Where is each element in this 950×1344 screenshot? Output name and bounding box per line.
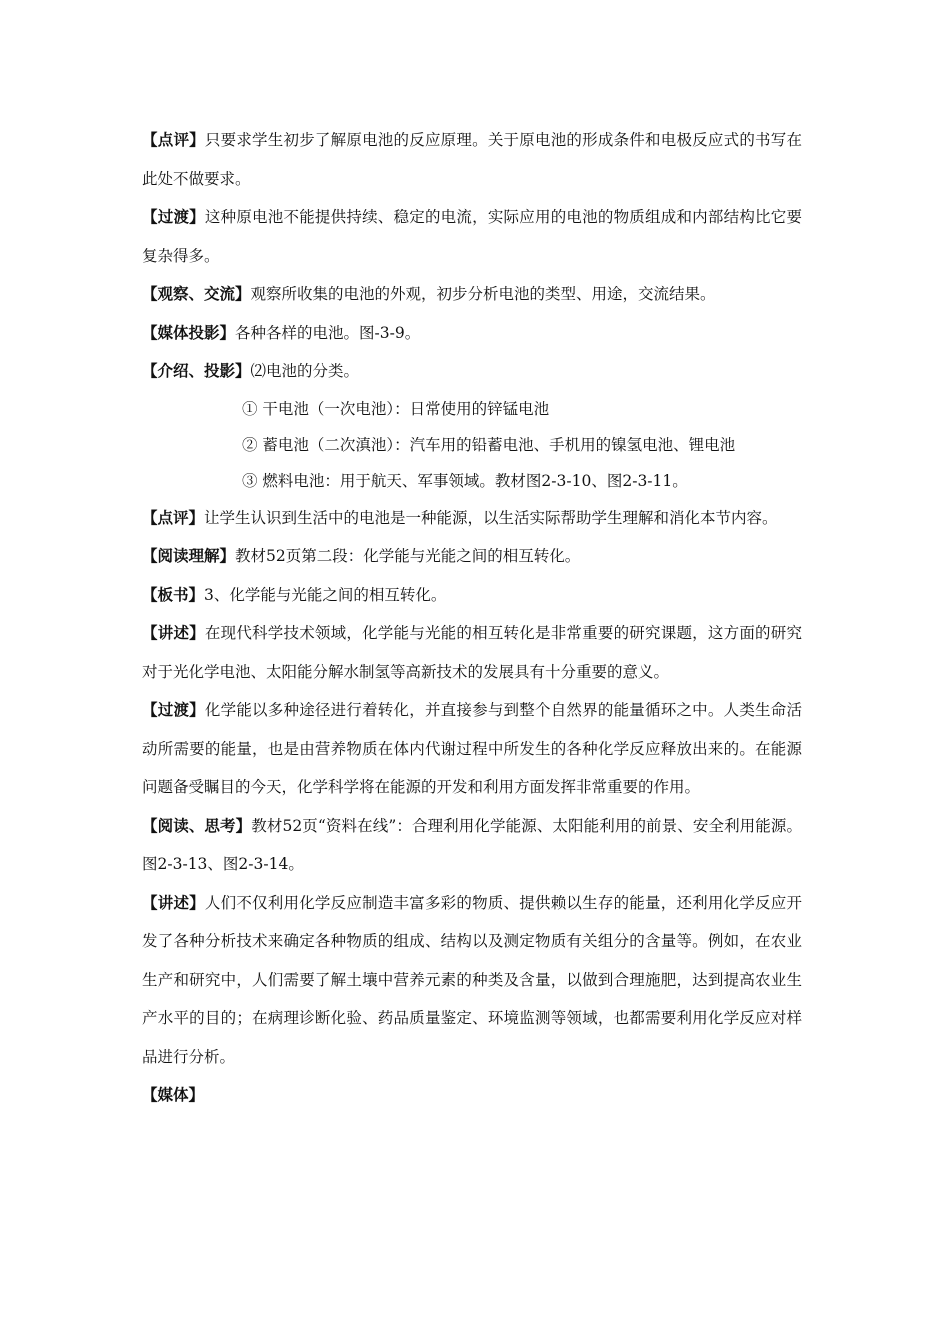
list-item: ② 蓄电池（二次滇池）：汽车用的铅蓄电池、手机用的镍氢电池、锂电池 [242,435,736,454]
paragraph-intro-projection [142,352,802,391]
paragraph-reading [142,537,802,576]
paragraph-text: 让学生认识到生活中的电池是一种能源，以生活实际帮助学生理解和消化本节内容。 [204,508,778,527]
paragraph-text: 3、化学能与光能之间的相互转化。 [204,585,447,604]
list-item: ① 干电池（一次电池）：日常使用的锌锰电池 [242,399,550,418]
paragraph-text: 化学能以多种途径进行着转化，并直接参与到整个自然界的能量循环之中。人类生命活动所需要的能量，也是由营养物质在体内代谢过程中所发生的各种化学反应释放出来的。在能源问题备受瞩目的今天，化学科学将在能源的开发和利用方面发挥非常重要的作用。 [142,701,802,796]
paragraph-tag: 【阅读、思考】 [142,816,252,835]
paragraph-text: 人们不仅利用化学反应制造丰富多彩的物质、提供赖以生存的能量，还利用化学反应开发了各种分析技术来确定各种物质的组成、结构以及测定物质有关组分的含量等。例如，在农业生产和研究中，人们需要了解土壤中营养元素的种类及含量，以做到合理施肥，达到提高农业生产水平的目的；在病理诊断化验、药品质量鉴定、环境监测等领域，也都需要利用化学反应对样品进行分析。 [142,893,802,1066]
paragraph-tag: 【点评】 [142,508,205,527]
paragraph-tag: 【媒体】 [142,1086,205,1104]
paragraph-reading-thinking [142,807,802,884]
paragraph-tag: 【板书】 [142,585,205,604]
paragraph-transition-2 [142,691,802,807]
paragraph-text: 各种各样的电池。图-3-9。 [235,323,421,342]
paragraph-tag: 【点评】 [142,131,205,149]
document-body [142,121,802,1115]
paragraph-board [142,576,802,615]
paragraph-tag: 【讲述】 [142,893,205,912]
paragraph-tag: 【观察、交流】 [142,285,251,303]
paragraph-tag: 【阅读理解】 [142,547,236,565]
paragraph-text: ⑵电池的分类。 [250,362,360,380]
paragraph-media [142,1076,802,1115]
paragraph-text: 教材52页“资料在线”：合理利用化学能源、太阳能利用的前景、安全利用能源。图2-3-13、图2-3-14。 [142,816,802,873]
paragraph-text: 观察所收集的电池的外观，初步分析电池的类型、用途，交流结果。 [250,285,716,303]
paragraph-comment-1 [142,121,802,198]
paragraph-tag: 【媒体投影】 [142,323,236,342]
paragraph-narration-2 [142,884,802,1077]
paragraph-transition-1 [142,198,802,275]
paragraph-media-projection [142,314,802,353]
paragraph-comment-2 [142,499,802,538]
paragraph-text: 只要求学生初步了解原电池的反应原理。关于原电池的形成条件和电极反应式的书写在此处不做要求。 [142,131,802,188]
paragraph-tag: 【过渡】 [142,208,205,226]
list-item: ③ 燃料电池：用于航天、军事领域。教材图2-3-10、图2-3-11。 [242,471,688,490]
paragraph-observe [142,275,802,314]
paragraph-text: 在现代科学技术领域，化学能与光能的相互转化是非常重要的研究课题，这方面的研究对于光化学电池、太阳能分解水制氢等高新技术的发展具有十分重要的意义。 [142,624,802,681]
paragraph-tag: 【讲述】 [142,624,205,642]
paragraph-text: 教材52页第二段：化学能与光能之间的相互转化。 [235,547,581,565]
paragraph-narration-1 [142,614,802,691]
paragraph-tag: 【介绍、投影】 [142,362,251,380]
paragraph-tag: 【过渡】 [142,701,205,719]
paragraph-text: 这种原电池不能提供持续、稳定的电流，实际应用的电池的物质组成和内部结构比它要复杂得多。 [142,208,802,265]
